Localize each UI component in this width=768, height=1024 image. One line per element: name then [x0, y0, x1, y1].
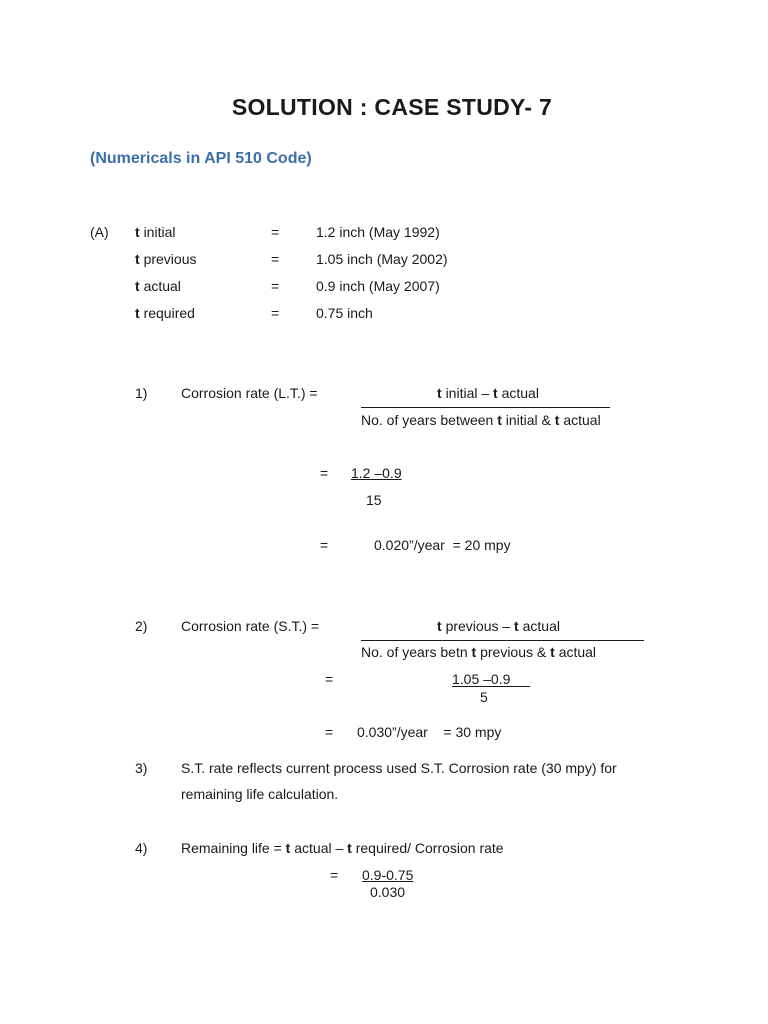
given-label: initial	[143, 224, 176, 240]
t-symbol: t	[135, 251, 140, 267]
given-name	[135, 225, 175, 239]
calc-numerator: 1.2 –0.9	[351, 465, 402, 481]
step-number: 1)	[135, 385, 148, 401]
calc-numerator: 1.05 –0.9	[452, 671, 511, 687]
given-value: 0.9 inch (May 2007)	[316, 278, 440, 294]
calc-denominator: 15	[366, 492, 382, 508]
given-equals: =	[271, 224, 280, 240]
calc-numerator: 0.9-0.75	[362, 867, 414, 883]
fraction-numerator: t previous – t actual	[437, 618, 560, 634]
page-subtitle: (Numericals in API 510 Code)	[90, 150, 312, 167]
step-text-line-1: S.T. rate reflects current process used S.T. Corrosion rate (30 mpy) for	[181, 760, 617, 776]
t-symbol: t	[135, 278, 140, 294]
given-value: 1.2 inch (May 1992)	[316, 224, 440, 240]
page-title: SOLUTION : CASE STUDY- 7	[231, 94, 553, 120]
step-label: Remaining life = t actual – t required/ Corrosion rate	[181, 840, 504, 856]
step-text-line-2: remaining life calculation.	[181, 786, 339, 802]
step-number: 2)	[135, 618, 148, 634]
step-label: Corrosion rate (L.T.) =	[181, 385, 318, 401]
calc-denominator: 0.030	[370, 884, 406, 900]
equals-sign: =	[320, 537, 329, 553]
given-name	[135, 252, 196, 266]
step-number: 3)	[135, 760, 148, 776]
given-equals: =	[271, 305, 280, 321]
fraction-denominator: No. of years between t initial & t actual	[361, 412, 601, 428]
step-result: 0.020”/year = 20 mpy	[374, 537, 511, 553]
given-label: actual	[143, 278, 181, 294]
given-equals: =	[271, 278, 280, 294]
given-name	[135, 306, 195, 320]
section-label: (A)	[90, 224, 109, 240]
equals-sign: =	[320, 465, 329, 481]
given-label: previous	[143, 251, 197, 267]
fraction-bar	[452, 686, 530, 687]
given-name	[135, 279, 181, 293]
given-value: 0.75 inch	[316, 305, 373, 321]
fraction-bar	[361, 640, 644, 641]
given-value: 1.05 inch (May 2002)	[316, 251, 448, 267]
step-label: Corrosion rate (S.T.) =	[181, 618, 320, 634]
fraction-numerator: t initial – t actual	[437, 385, 539, 401]
calc-denominator: 5	[480, 689, 488, 705]
equals-sign: =	[325, 671, 334, 687]
fraction-bar	[361, 407, 610, 408]
equals-sign: =	[325, 724, 334, 740]
t-symbol: t	[135, 224, 140, 240]
step-result: 0.030”/year = 30 mpy	[357, 724, 502, 740]
given-equals: =	[271, 251, 280, 267]
step-number: 4)	[135, 840, 148, 856]
t-symbol: t	[135, 305, 140, 321]
given-label: required	[143, 305, 195, 321]
equals-sign: =	[330, 867, 339, 883]
fraction-denominator: No. of years betn t previous & t actual	[361, 644, 597, 660]
